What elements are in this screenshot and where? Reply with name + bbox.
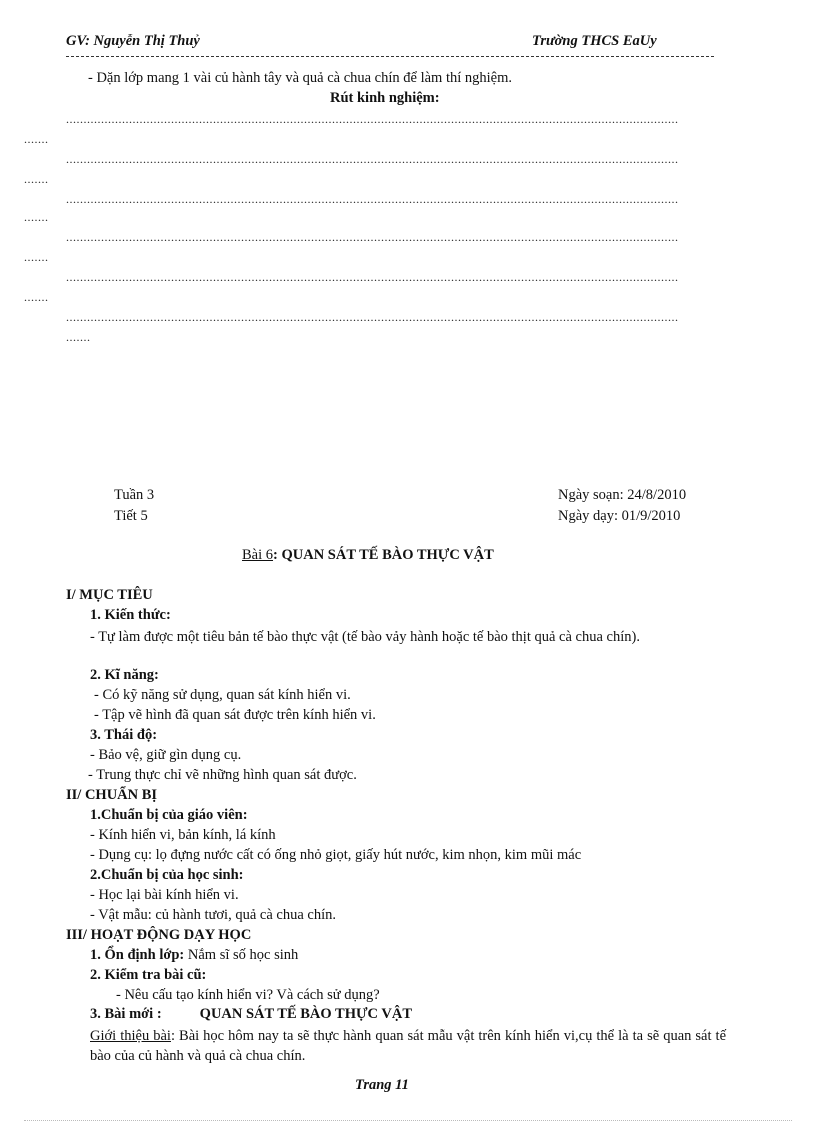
week-label: Tuần 3	[114, 487, 155, 503]
heading-skills: 2. Kĩ năng:	[90, 667, 159, 683]
section-preparation: II/ CHUẨN BỊ	[66, 787, 158, 803]
attitude-item-1: - Bảo vệ, giữ gìn dụng cụ.	[90, 747, 242, 763]
review-line-2-wrap: .......	[24, 172, 49, 186]
old-lesson-question: - Nêu cấu tạo kính hiển vi? Và cách sử dụng?	[116, 987, 380, 1003]
review-title: Rút kinh nghiệm:	[330, 90, 440, 106]
new-lesson-label: 3. Bài mới :	[90, 1006, 162, 1022]
section-activities: III/ HOẠT ĐỘNG DẠY HỌC	[66, 927, 252, 943]
teacher-prep-item-2: - Dụng cụ: lọ đựng nước cất có ống nhỏ giọt, giấy hút nước, kim nhọn, kim mũi mác	[90, 847, 582, 863]
school-name: Trường THCS EaUy	[532, 33, 657, 49]
student-prep-item-2: - Vật mẫu: củ hành tươi, quả cà chua chín.	[90, 907, 336, 923]
heading-knowledge: 1. Kiến thức:	[90, 607, 171, 623]
class-stabilization-text: Nắm sĩ số học sinh	[184, 947, 299, 963]
heading-student-prep: 2.Chuẩn bị của học sinh:	[90, 867, 244, 883]
review-line-6: ...............................................................................................................................................................................	[66, 310, 679, 324]
class-stabilization-label: 1. Ổn định lớp:	[90, 947, 185, 963]
new-lesson	[90, 1006, 412, 1023]
lesson-title-text: : QUAN SÁT TẾ BÀO THỰC VẬT	[273, 547, 494, 563]
teacher-prep-item-1: - Kính hiển vi, bản kính, lá kính	[90, 827, 276, 843]
footer-divider	[24, 1120, 792, 1121]
review-line-5-wrap: .......	[24, 290, 49, 304]
review-line-3-wrap: .......	[24, 210, 49, 224]
teacher-name: GV: Nguyễn Thị Thuỷ	[66, 33, 200, 49]
review-line-1-wrap: .......	[24, 132, 49, 146]
review-line-5: ...............................................................................................................................................................................	[66, 270, 679, 284]
review-line-6-wrap: .......	[66, 330, 91, 344]
knowledge-item-1: - Tự làm được một tiêu bản tế bào thực vật (tế bào vảy hành hoặc tế bào thịt quả cà chua chín).	[90, 629, 640, 645]
class-stabilization	[90, 947, 298, 964]
heading-teacher-prep: 1.Chuẩn bị của giáo viên:	[90, 807, 248, 823]
review-line-1: ...............................................................................................................................................................................	[66, 112, 679, 126]
heading-attitude: 3. Thái độ:	[90, 727, 158, 743]
student-prep-item-1: - Học lại bài kính hiển vi.	[90, 887, 239, 903]
prep-date: Ngày soạn: 24/8/2010	[558, 487, 687, 503]
teach-date: Ngày dạy: 01/9/2010	[558, 508, 681, 524]
review-line-2: ...............................................................................................................................................................................	[66, 152, 679, 166]
homework-task: - Dặn lớp mang 1 vài củ hành tây và quả cà chua chín để làm thí nghiệm.	[88, 70, 513, 86]
skills-item-2: - Tập vẽ hình đã quan sát được trên kính hiển vi.	[94, 707, 376, 723]
new-lesson-title: QUAN SÁT TẾ BÀO THỰC VẬT	[199, 1006, 412, 1022]
intro-text: : Bài học hôm nay ta sẽ thực hành quan sát mẫu vật trên kính hiển vi,cụ thể là ta sẽ quan sát tế bào của củ hành và quả cà chua chín.	[90, 1028, 727, 1064]
review-line-4: ...............................................................................................................................................................................	[66, 230, 679, 244]
skills-item-1: - Có kỹ năng sử dụng, quan sát kính hiển vi.	[94, 687, 351, 703]
intro-label: Giới thiệu bài	[90, 1028, 171, 1044]
heading-old-lesson-check: 2. Kiểm tra bài cũ:	[90, 967, 207, 983]
section-objectives: I/ MỤC TIÊU	[66, 587, 153, 603]
header-divider	[66, 56, 714, 57]
page-number: Trang 11	[355, 1077, 409, 1093]
period-label: Tiết 5	[114, 508, 148, 524]
lesson-introduction	[90, 1026, 726, 1066]
attitude-item-2: - Trung thực chỉ vẽ những hình quan sát được.	[88, 767, 357, 783]
review-line-3: ...............................................................................................................................................................................	[66, 192, 679, 206]
lesson-number: Bài 6	[242, 547, 274, 563]
lesson-title	[242, 547, 494, 564]
review-line-4-wrap: .......	[24, 250, 49, 264]
